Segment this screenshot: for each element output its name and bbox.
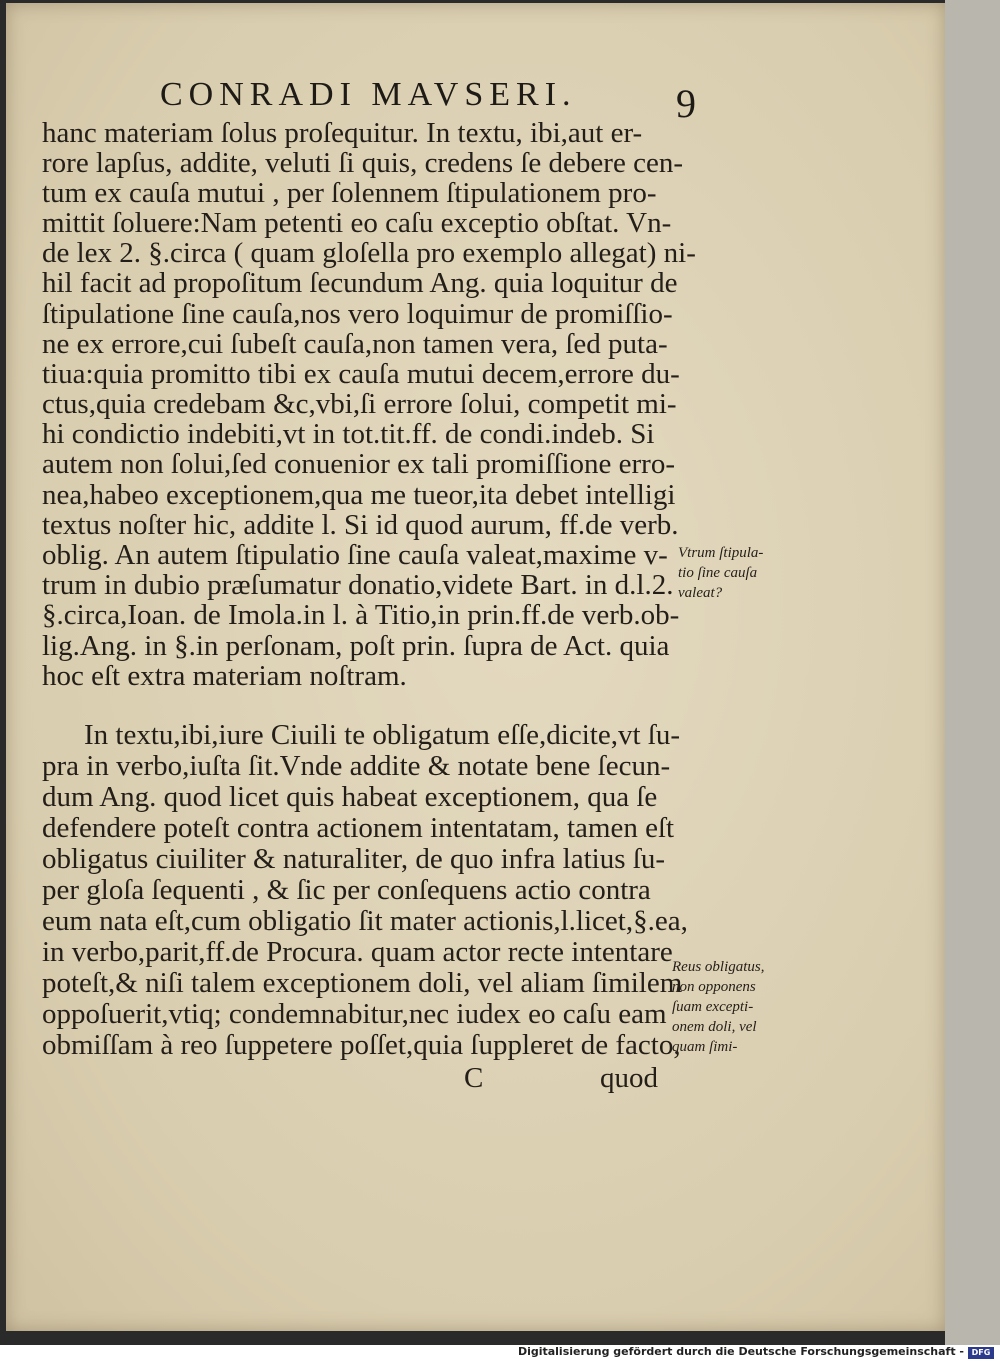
- text-line: mittit ſoluere:Nam petenti eo caſu exceptio obſtat. Vn-: [42, 207, 672, 239]
- dfg-logo: DFG: [968, 1347, 994, 1359]
- text-line: de lex 2. §.circa ( quam gloſella pro exemplo allegat) ni-: [42, 237, 696, 269]
- text-line: pra in verbo,iuſta ſit.Vnde addite & notate bene ſecun-: [42, 750, 671, 782]
- text-line: trum in dubio præſumatur donatio,videte Bart. in d.l.2.: [42, 569, 674, 601]
- footer-bar: [0, 1345, 1000, 1361]
- text-line: textus noſter hic, addite l. Si id quod aurum, ff.de verb.: [42, 509, 679, 541]
- text-line: In textu,ibi,iure Ciuili te obligatum eſſe,dicite,vt ſu-: [84, 719, 680, 751]
- margin-note-line: valeat?: [678, 585, 723, 601]
- text-line: ne ex errore,cui ſubeſt cauſa,non tamen vera, ſed puta-: [42, 328, 668, 360]
- text-line: hi condictio indebiti,vt in tot.tit.ff. de condi.indeb. Si: [42, 418, 655, 450]
- margin-note-line: onem doli, vel: [672, 1019, 757, 1035]
- text-line: hil facit ad propoſitum ſecundum Ang. quia loquitur de: [42, 267, 678, 299]
- text-line: ſtipulatione ſine cauſa,nos vero loquimur de promiſſio-: [42, 298, 673, 330]
- running-head: CONRADI MAVSERI.: [160, 76, 577, 113]
- signature-mark: C: [464, 1062, 484, 1094]
- scanner-edge-strip: [945, 0, 1000, 1345]
- text-line: dum Ang. quod licet quis habeat exceptionem, qua ſe: [42, 781, 658, 813]
- margin-note-line: Vtrum ſtipula-: [678, 545, 764, 561]
- margin-note-line: ſuam excepti-: [672, 999, 754, 1015]
- text-line: in verbo,parit,ff.de Procura. quam actor recte intentare: [42, 936, 673, 968]
- catchword: quod: [600, 1062, 658, 1094]
- text-line: §.circa,Ioan. de Imola.in l. à Titio,in prin.ff.de verb.ob-: [42, 599, 680, 631]
- text-line: tum ex cauſa mutui , per ſolennem ſtipulationem pro-: [42, 177, 657, 209]
- funding-notice: Digitalisierung gefördert durch die Deutsche Forschungsgemeinschaft -: [517, 1345, 964, 1358]
- text-line: tiua:quia promitto tibi ex cauſa mutui decem,errore du-: [42, 358, 680, 390]
- margin-note-line: tio ſine cauſa: [678, 565, 758, 581]
- text-line: rore lapſus, addite, veluti ſi quis, credens ſe debere cen-: [42, 147, 683, 179]
- page-number: 9: [676, 81, 696, 126]
- text-line: defendere poteſt contra actionem intentatam, tamen eſt: [42, 812, 675, 844]
- text-line: hanc materiam ſolus proſequitur. In textu, ibi,aut er-: [42, 117, 643, 149]
- text-line: hoc eſt extra materiam noſtram.: [42, 660, 407, 692]
- margin-note-line: Reus obligatus,: [672, 959, 765, 975]
- text-line: autem non ſolui,ſed conuenior ex tali promiſſione erro-: [42, 448, 675, 480]
- text-line: per gloſa ſequenti , & ſic per conſequens actio contra: [42, 874, 651, 906]
- text-line: oblig. An autem ſtipulatio ſine cauſa valeat,maxime v-: [42, 539, 668, 571]
- text-line: eum nata eſt,cum obligatio ſit mater actionis,l.licet,§.ea,: [42, 905, 688, 937]
- margin-note-line: quam ſimi-: [672, 1039, 738, 1055]
- margin-note-line: non opponens: [672, 979, 756, 995]
- text-line: obmiſſam à reo ſuppetere poſſet,quia ſuppleret de facto,: [42, 1029, 681, 1061]
- text-line: nea,habeo exceptionem,qua me tueor,ita debet intelligi: [42, 479, 676, 511]
- text-line: lig.Ang. in §.in perſonam, poſt prin. ſupra de Act. quia: [42, 630, 670, 662]
- text-line: oppoſuerit,vtiq; condemnabitur,nec iudex eo caſu eam: [42, 998, 667, 1030]
- text-line: ctus,quia credebam &c,vbi,ſi errore ſolui, competit mi-: [42, 388, 677, 420]
- text-line: poteſt,& niſi talem exceptionem doli, vel aliam ſimilem: [42, 967, 683, 999]
- text-line: obligatus ciuiliter & naturaliter, de quo infra latius ſu-: [42, 843, 665, 875]
